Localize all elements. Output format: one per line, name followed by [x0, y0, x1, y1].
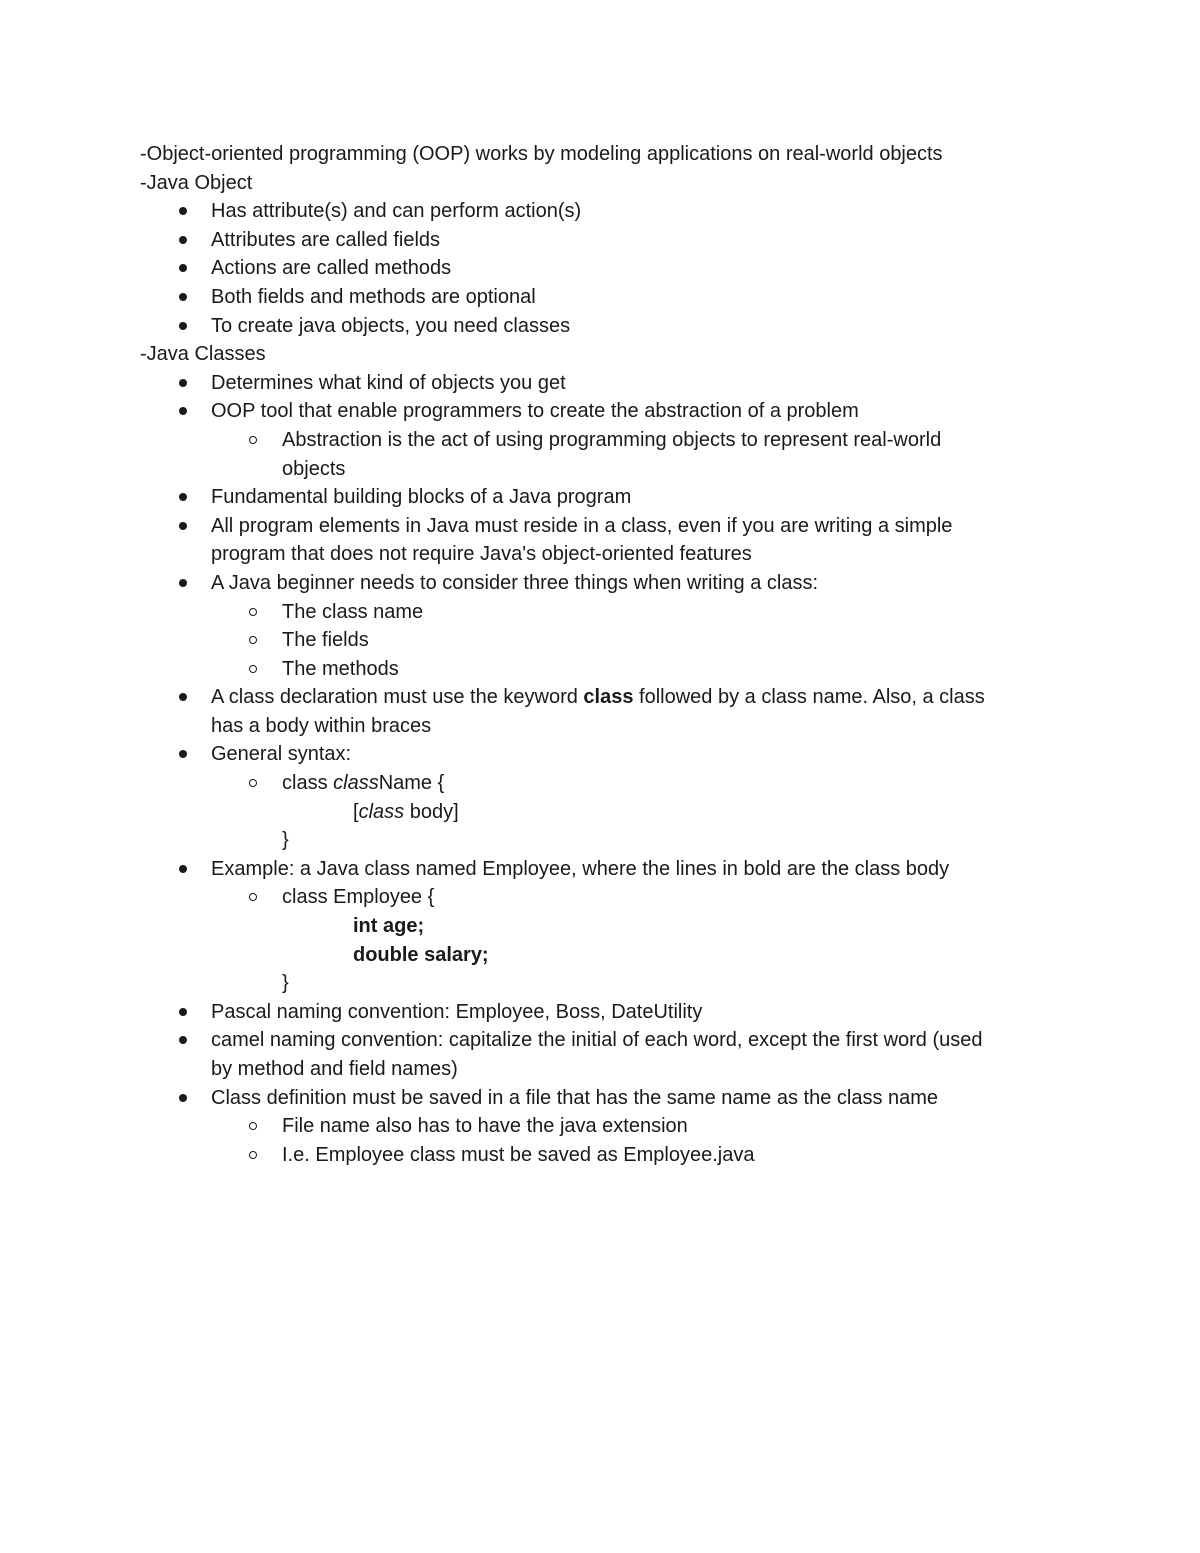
keyword-class: class	[583, 686, 634, 709]
example-field-line: double salary;	[353, 943, 489, 966]
list-item: All program elements in Java must reside in a class, even if you are writing a simple	[140, 512, 1060, 541]
list-item: To create java objects, you need classes	[140, 312, 1060, 341]
sub-list-item: Abstraction is the act of using programming objects to represent real-world	[140, 426, 1060, 455]
sub-list-item: I.e. Employee class must be saved as Employee.java	[140, 1141, 1060, 1170]
sub-list-item-continuation: objects	[282, 457, 346, 480]
list-item: General syntax:	[140, 740, 1060, 769]
java-classes-heading: -Java Classes	[140, 343, 266, 366]
list-item: Both fields and methods are optional	[140, 283, 1060, 312]
list-item-continuation: by method and field names)	[211, 1058, 458, 1080]
syntax-close-line: }	[282, 829, 289, 852]
list-item: Class definition must be saved in a file that has the same name as the class name	[140, 1084, 1060, 1113]
list-item: A Java beginner needs to consider three things when writing a class:	[140, 569, 1060, 598]
bullet-icon	[179, 1094, 187, 1102]
list-item-continuation: program that does not require Java's object-oriented features	[211, 543, 752, 566]
bullet-icon	[179, 493, 187, 501]
bullet-icon	[179, 865, 187, 873]
list-item: Attributes are called fields	[140, 226, 1060, 255]
sub-list-item: The methods	[140, 655, 1060, 684]
list-item: OOP tool that enable programmers to create the abstraction of a problem	[140, 397, 1060, 426]
bullet-icon	[179, 1008, 187, 1016]
list-item: Determines what kind of objects you get	[140, 369, 1060, 398]
list-item: Fundamental building blocks of a Java program	[140, 483, 1060, 512]
syntax-open-line: class className {	[140, 769, 1060, 798]
bullet-icon	[179, 264, 187, 272]
syntax-body-line: [class body]	[353, 800, 459, 823]
list-item: Actions are called methods	[140, 254, 1060, 283]
list-item: Example: a Java class named Employee, where the lines in bold are the class body	[140, 855, 1060, 884]
bullet-icon	[179, 693, 187, 701]
example-field-line: int age;	[353, 915, 425, 938]
bullet-icon	[179, 379, 187, 387]
list-item: A class declaration must use the keyword class followed by a class name. Also, a class	[140, 683, 1060, 712]
bullet-icon	[179, 407, 187, 415]
bullet-icon	[179, 579, 187, 587]
list-item: camel naming convention: capitalize the initial of each word, except the first word (used	[140, 1026, 1060, 1055]
bullet-icon	[179, 207, 187, 215]
example-open-line: class Employee {	[140, 883, 1060, 912]
list-item: Pascal naming convention: Employee, Boss, DateUtility	[140, 998, 1060, 1027]
bullet-icon	[179, 236, 187, 244]
sub-list-item: The fields	[140, 626, 1060, 655]
sub-list-item: File name also has to have the java extension	[140, 1112, 1060, 1141]
intro-line: -Object-oriented programming (OOP) works by modeling applications on real-world objects	[140, 143, 943, 165]
circle-bullet-icon	[249, 779, 257, 787]
circle-bullet-icon	[249, 1151, 257, 1159]
sub-list-item: The class name	[140, 598, 1060, 627]
java-object-heading: -Java Object	[140, 171, 253, 194]
bullet-icon	[179, 1036, 187, 1044]
example-close-line: }	[282, 972, 289, 995]
circle-bullet-icon	[249, 608, 257, 616]
circle-bullet-icon	[249, 665, 257, 673]
document-body	[140, 140, 1060, 1169]
circle-bullet-icon	[249, 893, 257, 901]
bullet-icon	[179, 293, 187, 301]
circle-bullet-icon	[249, 1122, 257, 1130]
bullet-icon	[179, 522, 187, 530]
circle-bullet-icon	[249, 636, 257, 644]
circle-bullet-icon	[249, 436, 257, 444]
bullet-icon	[179, 322, 187, 330]
list-item-continuation: has a body within braces	[211, 714, 432, 737]
list-item: Has attribute(s) and can perform action(s)	[140, 197, 1060, 226]
bullet-icon	[179, 750, 187, 758]
